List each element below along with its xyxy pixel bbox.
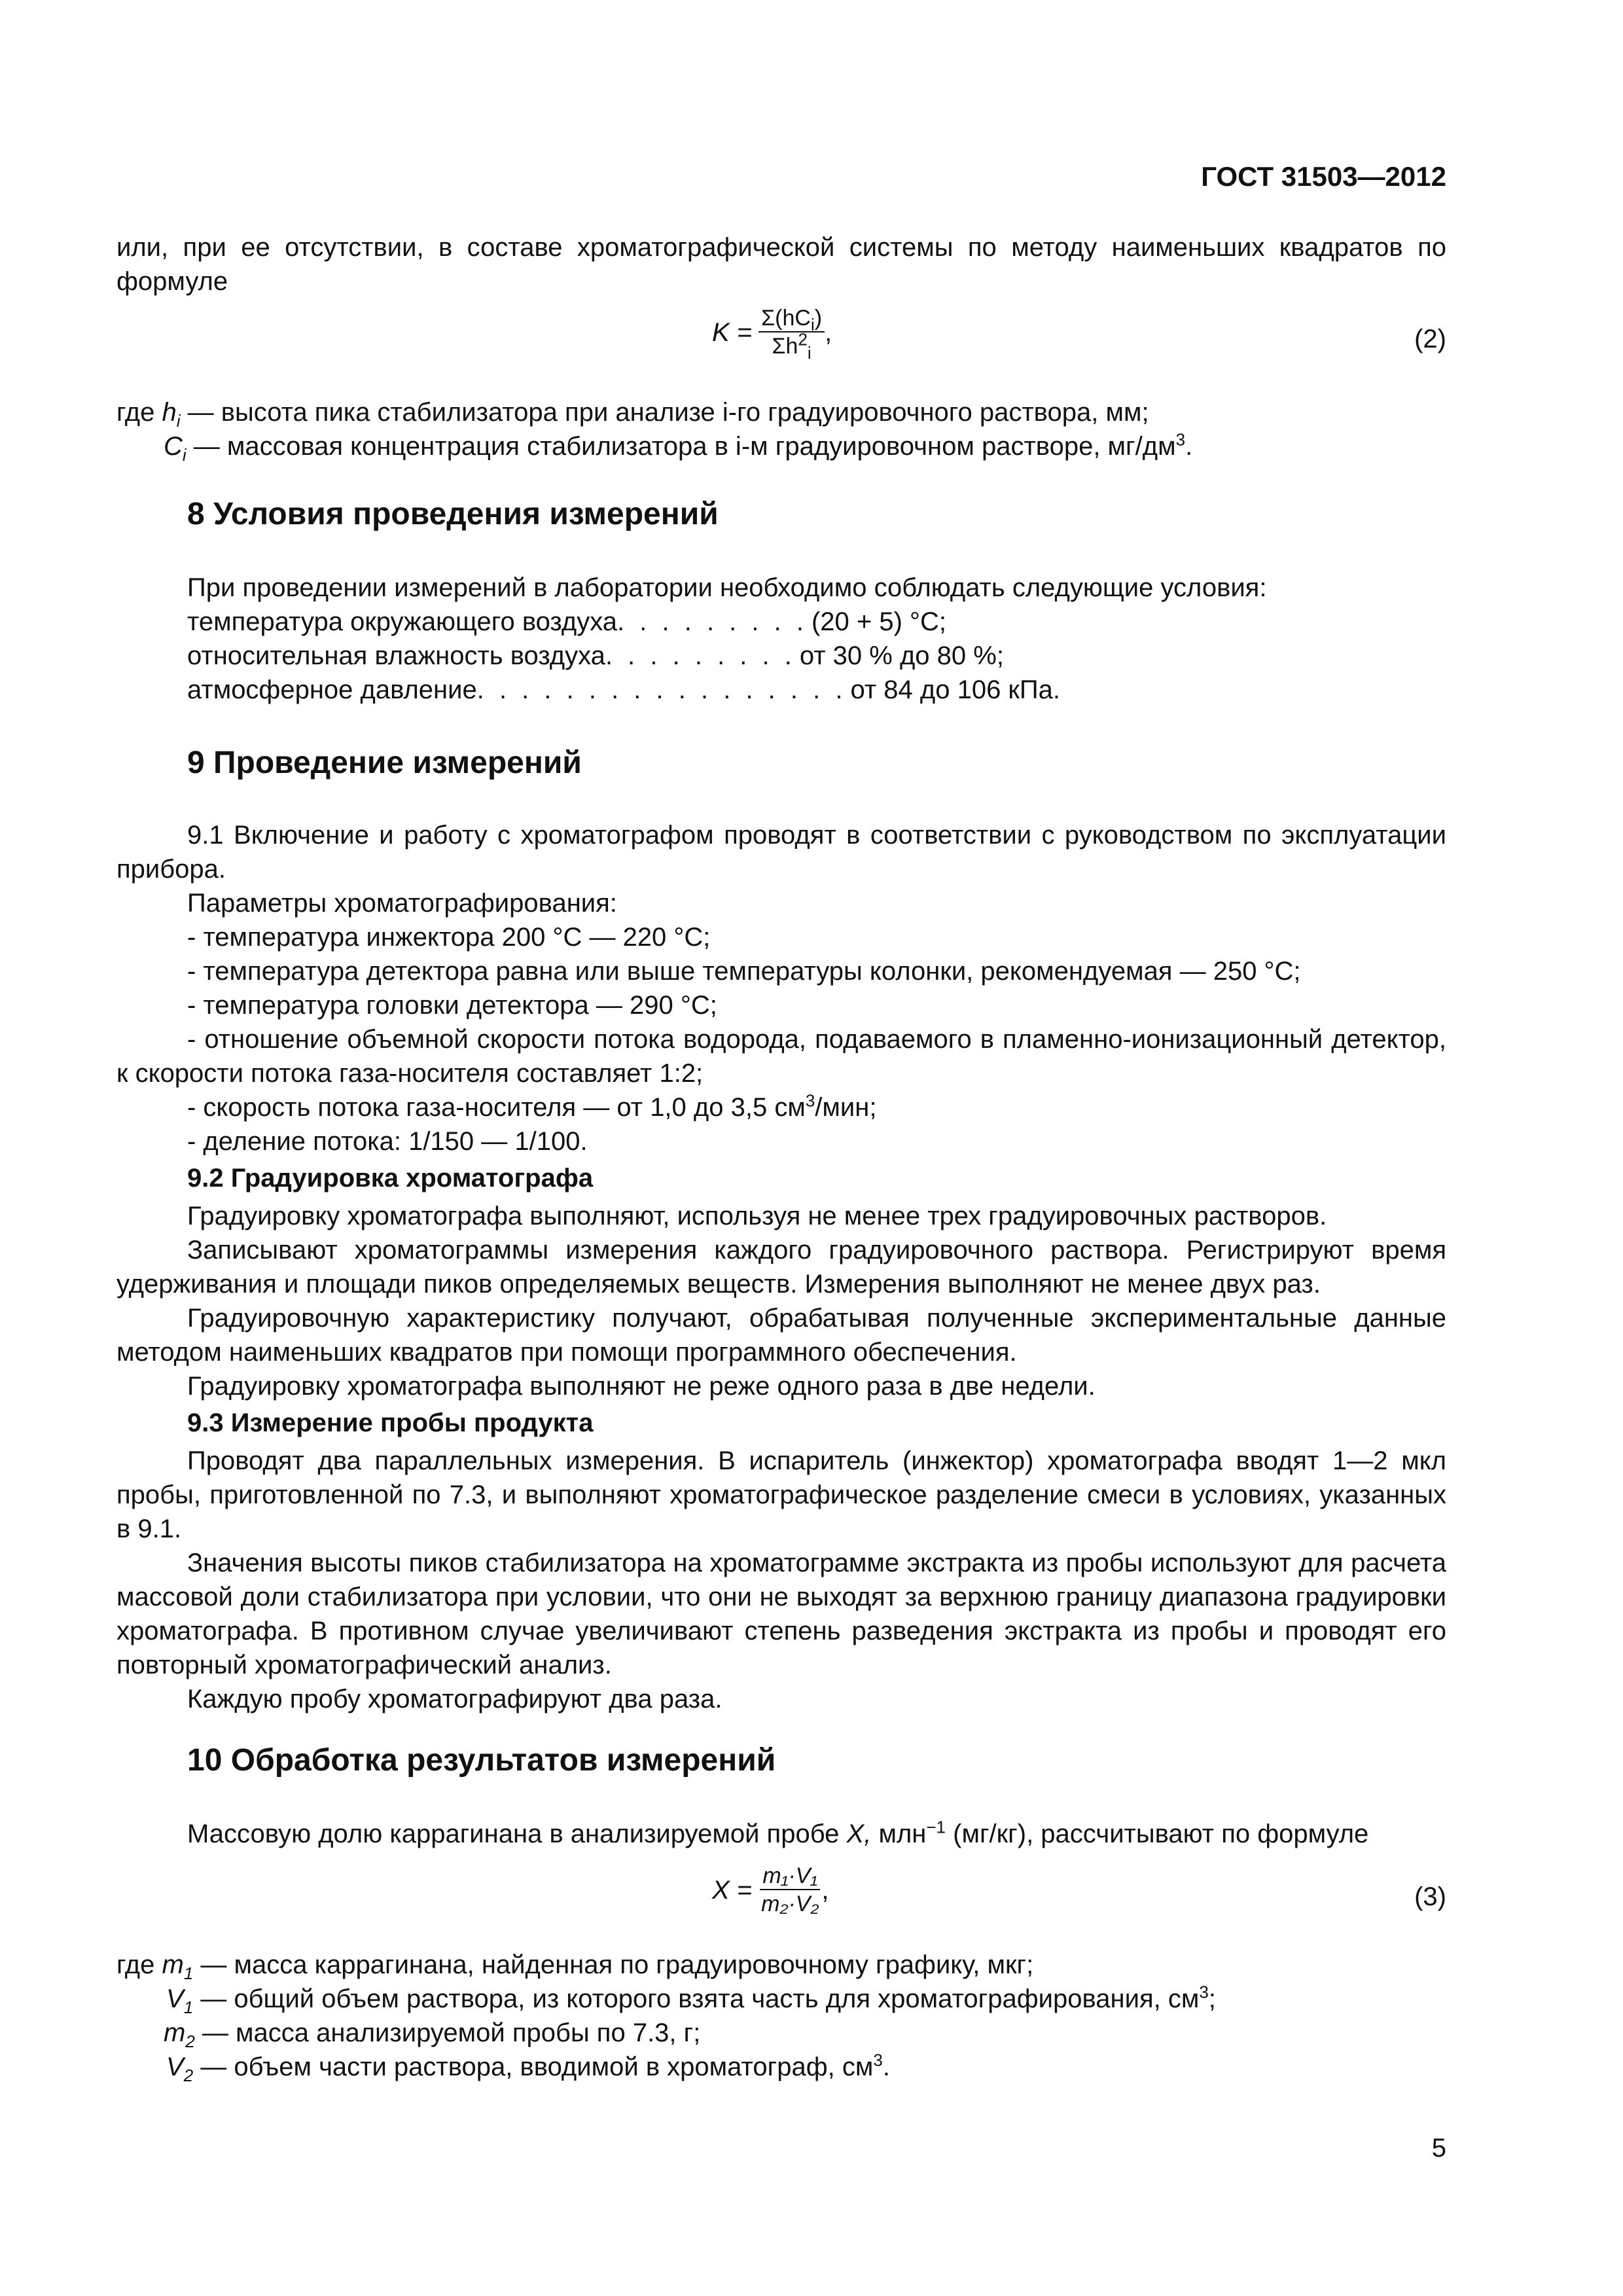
section-9-3-paragraph: Проводят два параллельных измерения. В испаритель (инжектор) хроматографа вводят 1—2 мкл пробы, приготовленной по 7.3, и выполняют хроматографическое разделение смеси в условиях, указанных в 9.1. [116, 1446, 1446, 1543]
section-9-body [116, 818, 1446, 1716]
formula-3-denominator: m₂·V₂ [761, 1892, 819, 1916]
formula-2-number: (2) [1414, 325, 1446, 353]
formula-2 [712, 305, 832, 363]
formula-2-numerator: $\Sigma(hC_i)$ [758, 305, 825, 332]
section-9-3-paragraph: Значения высоты пиков стабилизатора на хроматограмме экстракта из пробы используют для расчета массовой доли стабилизатора при условии, что они не выходят за верхнюю границу диапазона градуировки хроматографа. В противном случае увеличивают степень разведения экстракта из пробы и проводят его повторный хроматографический анализ. [116, 1549, 1446, 1679]
section-9-title: 9 Проведение измерений [187, 745, 582, 780]
param-item: - скорость потока газа-носителя — от 1,0 до 3,5 $см^3$/мин; [187, 1090, 877, 1122]
section-9-2-paragraph: Градуировку хроматографа выполняют не реже одного раза в две недели. [187, 1372, 1096, 1401]
intro-block [116, 230, 1446, 298]
section-9-3-title: 9.3 Измерение пробы продукта [187, 1408, 594, 1437]
section-8-body [116, 571, 1446, 707]
formula-2-fraction [758, 305, 825, 363]
formula-3-row [116, 1863, 1446, 1928]
condition-row: атмосферное давление . . . . . . . . . . . . . . . . . от 84 до 106 кПа. [187, 675, 1061, 704]
legend-item: $V_2$ — объем части раствора, вводимой в хроматограф, $см^3$. [166, 2050, 890, 2085]
section-10-lead: Массовую долю каррагинана в анализируемой пробе X, млн$^{-1}$ (мг/кг), рассчитывают по формуле [187, 1817, 1369, 1848]
section-9 [116, 746, 1446, 780]
section-9-2-paragraph: Градуировочную характеристику получают, обрабатывая полученные экспериментальные данные методом наименьших квадратов при помощи программного обеспечения. [116, 1304, 1446, 1367]
param-item: - температура головки детектора — 290 °С; [187, 991, 717, 1020]
legend-item: где $h_i$ — высота пика стабилизатора при анализе i-го градуировочного раствора, мм; [116, 398, 1149, 431]
section-10-lead-block [116, 1817, 1446, 1851]
formula-3-legend [116, 1948, 1446, 2084]
condition-row: относительная влажность воздуха . . . . . . . . . от 30 % до 80 %; [187, 641, 1004, 670]
intro-paragraph: или, при ее отсутствии, в составе хроматографической системы по методу наименьших квадратов по формуле [116, 233, 1446, 296]
param-item: - температура инжектора 200 °С — 220 °С; [187, 923, 711, 952]
param-item: - температура детектора равна или выше температуры колонки, рекомендуемая — 250 °С; [187, 957, 1301, 986]
legend-item: $C_i$ — массовая концентрация стабилизатора в i-м градуировочном растворе, $мг/дм^3$. [164, 429, 1193, 465]
section-8 [116, 497, 1446, 531]
param-item: - деление потока: 1/150 — 1/100. [187, 1127, 588, 1156]
param-item: - отношение объемной скорости потока водорода, подаваемого в пламенно-ионизационный детектор, к скорости потока газа-носителя составляет 1:2; [116, 1025, 1446, 1088]
section-9-3-paragraph: Каждую пробу хроматографируют два раза. [187, 1685, 722, 1713]
legend-item: $m_2$ — масса анализируемой пробы по 7.3, г; [164, 2018, 701, 2051]
section-8-title: 8 Условия проведения измерений [187, 497, 719, 531]
standard-designation: ГОСТ 31503—2012 [1201, 161, 1446, 192]
section-9-2-paragraph: Градуировку хроматографа выполняют, используя не менее трех градуировочных растворов. [187, 1202, 1327, 1230]
formula-3-fraction [758, 1863, 821, 1918]
formula-3-number: (3) [1414, 1882, 1446, 1911]
formula-2-lhs: K = [712, 318, 753, 347]
formula-2-comma: , [825, 318, 832, 347]
formula-2-denominator: $\Sigma h^2_i$ [772, 329, 812, 363]
formula-3-comma: , [821, 1876, 829, 1905]
condition-row: температура окружающего воздуха . . . . . . . . . (20 + 5) °С; [187, 607, 947, 636]
page-number: 5 [1431, 2134, 1446, 2162]
legend-item: где $m_1$ — масса каррагинана, найденная по градуировочному графику, мкг; [116, 1950, 1034, 1983]
formula-3 [712, 1863, 829, 1918]
formula-3-lhs: X = [712, 1876, 753, 1905]
formula-3-numerator: m₁·V₁ [760, 1863, 820, 1890]
document-page [116, 0, 1446, 2296]
section-9-2-paragraph: Записывают хроматограммы измерения каждого градуировочного раствора. Регистрируют время удерживания и площади пиков определяемых веществ. Измерения выполняют не менее двух раз. [116, 1236, 1446, 1299]
section-8-lead: При проведении измерений в лаборатории необходимо соблюдать следующие условия: [187, 573, 1267, 602]
params-lead: Параметры хроматографирования: [187, 889, 617, 918]
formula-2-legend [116, 395, 1446, 463]
section-9-1-paragraph: 9.1 Включение и работу с хроматографом проводят в соответствии с руководством по эксплуатации прибора. [116, 821, 1446, 884]
section-9-2-title: 9.2 Градуировка хроматографа [187, 1164, 594, 1193]
legend-item: $V_1$ — общий объем раствора, из которого взята часть для хроматографирования, $см^3$; [166, 1982, 1216, 2017]
section-10-title: 10 Обработка результатов измерений [187, 1743, 776, 1778]
formula-2-row [116, 305, 1446, 370]
section-10 [116, 1744, 1446, 1778]
